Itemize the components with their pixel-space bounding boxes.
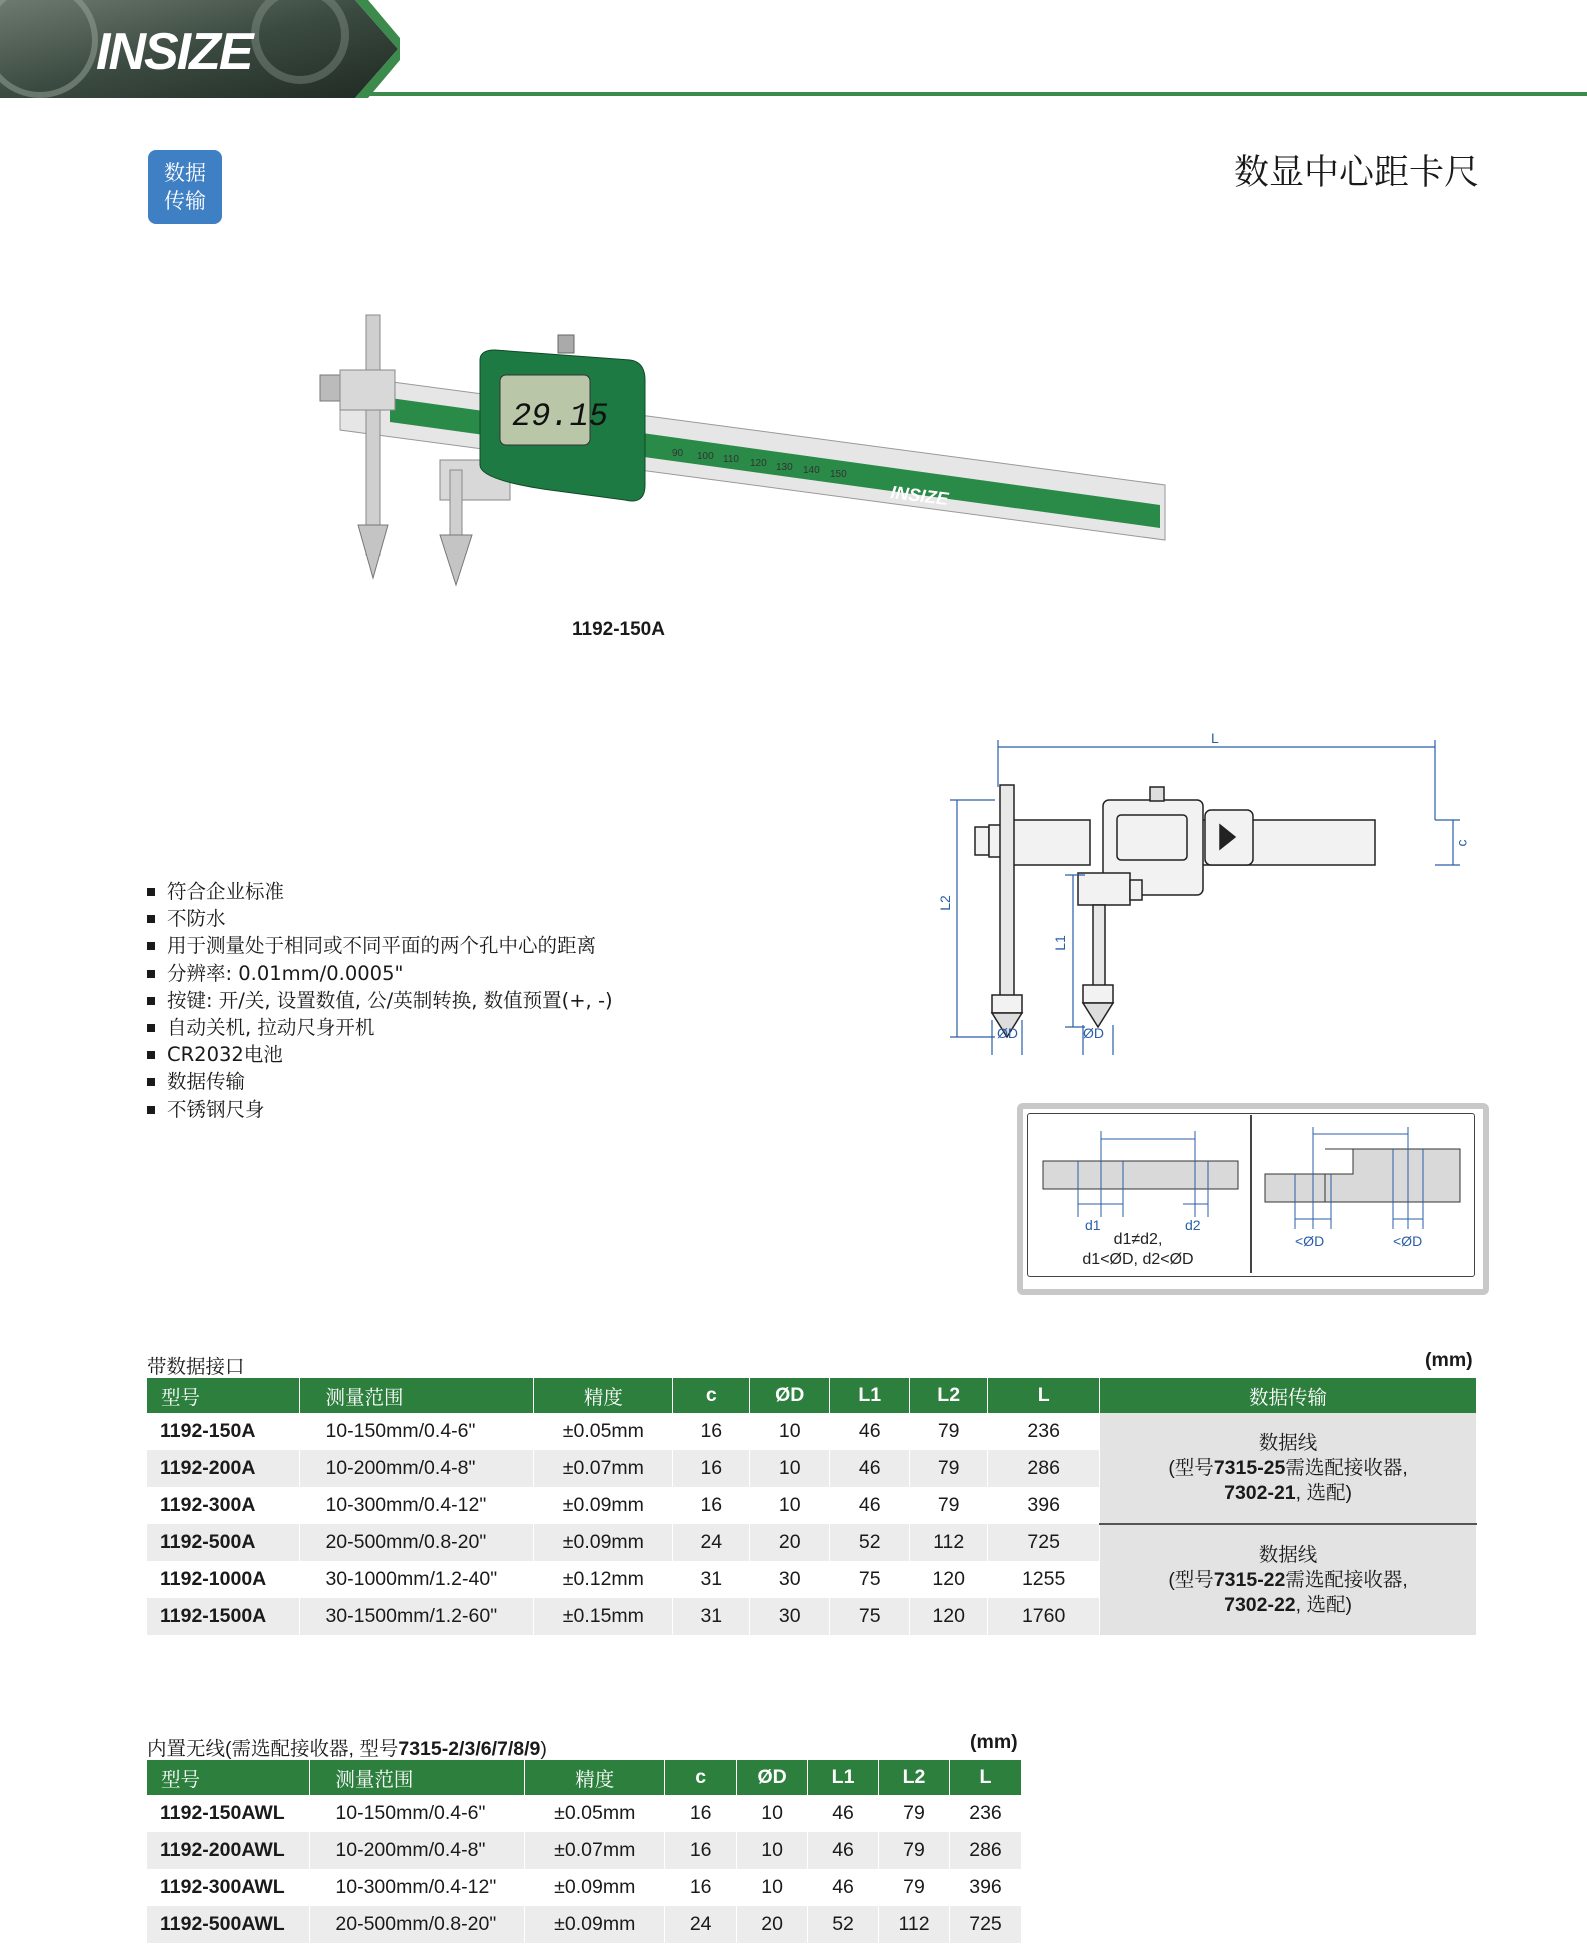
dim-L-label: L [1211,730,1219,746]
col-header: 测量范围 [310,1760,525,1795]
cell-c: 16 [673,1450,750,1487]
cell-range: 10-300mm/0.4-12" [310,1869,525,1906]
cell-d: 30 [750,1561,830,1598]
cell-c: 16 [665,1832,737,1869]
svg-text:90: 90 [672,448,684,459]
table-row [147,1832,1022,1869]
cell-d: 30 [750,1598,830,1635]
cell-c: 16 [665,1869,737,1906]
cell-l: 725 [949,1906,1021,1943]
dt-line: 数据线 [1258,1543,1318,1566]
cell-range: 10-200mm/0.4-8" [310,1832,525,1869]
col-header: L2 [910,1378,988,1413]
cell-l2: 112 [910,1524,988,1561]
cell-accuracy: ±0.07mm [534,1450,673,1487]
col-header: c [665,1760,737,1795]
cell-d: 10 [750,1450,830,1487]
cell-l2: 120 [910,1561,988,1598]
page-header [0,0,1587,100]
cell-l1: 52 [808,1906,879,1943]
cell-l2: 79 [879,1832,950,1869]
cell-accuracy: ±0.12mm [534,1561,673,1598]
col-header: 数据传输 [1100,1378,1477,1413]
cell-range: 30-1500mm/1.2-60" [300,1598,534,1635]
cell-l1: 46 [830,1487,910,1524]
note-line-1: d1≠d2, [1113,1231,1163,1248]
feature-item: 不锈钢尺身 [145,1096,613,1123]
svg-text:100: 100 [697,451,714,462]
table2-unit: (mm) [970,1731,1018,1753]
note-line-2: d1<ØD, d2<ØD [1082,1251,1194,1268]
table2-title: 内置无线(需选配接收器, 型号7315-2/3/6/7/8/9) [147,1738,547,1760]
dim-L2-label: L2 [936,895,953,911]
table-row [147,1869,1022,1906]
cell-model: 1192-200AWL [147,1832,310,1869]
brand-logo: INSIZE [96,23,252,81]
cell-c: 24 [673,1524,750,1561]
cell-model: 1192-300AWL [147,1869,310,1906]
cell-model: 1192-300A [147,1487,300,1524]
dim-L1-label: L1 [1051,935,1068,951]
cell-data-transfer [1100,1413,1477,1524]
cell-accuracy: ±0.09mm [534,1524,673,1561]
hole-condition-box [1017,1103,1489,1295]
dt-line: (型号7315-22需选配接收器, [1168,1568,1408,1591]
cell-model: 1192-200A [147,1450,300,1487]
dim-d-label: ØD [1083,1025,1104,1041]
cell-l: 1760 [988,1598,1100,1635]
cell-d: 20 [737,1906,808,1943]
cell-model: 1192-150A [147,1413,300,1450]
table-row [147,1906,1022,1943]
col-header: 测量范围 [300,1378,534,1413]
d1-label: d1 [1085,1217,1101,1233]
cell-range: 20-500mm/0.8-20" [300,1524,534,1561]
feature-item: 不防水 [145,905,613,932]
cell-l1: 46 [808,1869,879,1906]
cell-d: 10 [737,1832,808,1869]
cell-l: 236 [949,1795,1021,1832]
col-header: L1 [830,1378,910,1413]
cell-model: 1192-1000A [147,1561,300,1598]
table1-unit: (mm) [1425,1349,1473,1371]
cell-accuracy: ±0.05mm [534,1413,673,1450]
cell-range: 10-200mm/0.4-8" [300,1450,534,1487]
cell-accuracy: ±0.09mm [525,1869,665,1906]
dim-d-label: ØD [997,1025,1018,1041]
table-row [147,1524,1477,1561]
feature-item: 数据传输 [145,1068,613,1095]
badge-line-2: 传输 [164,189,206,213]
cell-l1: 52 [830,1524,910,1561]
cell-l: 236 [988,1413,1100,1450]
cell-l: 1255 [988,1561,1100,1598]
cell-l1: 75 [830,1598,910,1635]
cell-model: 1192-1500A [147,1598,300,1635]
feature-item: 按键: 开/关, 设置数值, 公/英制转换, 数值预置(+, -) [145,987,613,1014]
cell-accuracy: ±0.09mm [534,1487,673,1524]
feature-item: 分辨率: 0.01mm/0.0005" [145,960,613,987]
feature-list [145,878,613,1123]
d2-label: d2 [1185,1217,1201,1233]
cell-d: 10 [737,1795,808,1832]
cell-l2: 79 [910,1450,988,1487]
cell-l1: 46 [830,1413,910,1450]
cell-accuracy: ±0.15mm [534,1598,673,1635]
table-row [147,1413,1477,1450]
cell-range: 20-500mm/0.8-20" [310,1906,525,1943]
cell-l2: 79 [879,1795,950,1832]
lcd-reading: 29.15 [512,398,609,435]
cell-l1: 46 [808,1795,879,1832]
dt-line: 7302-22, 选配) [1224,1593,1353,1616]
col-header: c [673,1378,750,1413]
dt-line: (型号7315-25需选配接收器, [1168,1456,1408,1479]
col-header: ØD [750,1378,830,1413]
col-header: 精度 [525,1760,665,1795]
product-image [300,300,1170,600]
cell-d: 10 [737,1869,808,1906]
cell-d: 10 [750,1487,830,1524]
cell-accuracy: ±0.07mm [525,1832,665,1869]
feature-item: 自动关机, 拉动尺身开机 [145,1014,613,1041]
cell-l: 396 [988,1487,1100,1524]
cell-l1: 75 [830,1561,910,1598]
table-header-row [147,1760,1022,1795]
cell-accuracy: ±0.05mm [525,1795,665,1832]
col-header: ØD [737,1760,808,1795]
col-header: L [949,1760,1021,1795]
data-transfer-badge [148,150,222,224]
col-header: L2 [879,1760,950,1795]
col-header: L1 [808,1760,879,1795]
cell-c: 24 [665,1906,737,1943]
cell-l2: 79 [879,1869,950,1906]
col-header: 精度 [534,1378,673,1413]
svg-text:110: 110 [723,454,739,465]
badge-line-1: 数据 [164,161,206,185]
cell-range: 30-1000mm/1.2-40" [300,1561,534,1598]
page-title: 数显中心距卡尺 [1233,153,1479,193]
cell-d: 10 [750,1413,830,1450]
cell-l: 286 [988,1450,1100,1487]
col-header: 型号 [147,1760,310,1795]
svg-text:140: 140 [803,465,820,476]
cell-range: 10-150mm/0.4-6" [300,1413,534,1450]
cell-c: 31 [673,1561,750,1598]
cell-l: 725 [988,1524,1100,1561]
cell-range: 10-150mm/0.4-6" [310,1795,525,1832]
cell-c: 16 [665,1795,737,1832]
lt-d-label: <ØD [1393,1233,1423,1249]
cell-l1: 46 [808,1832,879,1869]
svg-text:120: 120 [750,458,767,469]
spec-table-wireless [147,1760,1022,1943]
cell-l2: 120 [910,1598,988,1635]
cell-l1: 46 [830,1450,910,1487]
dim-c-label: c [1453,839,1470,847]
header-rule [360,92,1587,96]
col-header: 型号 [147,1378,300,1413]
cell-l: 396 [949,1869,1021,1906]
cell-l2: 79 [910,1487,988,1524]
svg-text:130: 130 [776,462,793,473]
beam-logo: INSIZE [889,482,950,510]
table-row [147,1795,1022,1832]
cell-range: 10-300mm/0.4-12" [300,1487,534,1524]
cell-model: 1192-500AWL [147,1906,310,1943]
cell-d: 20 [750,1524,830,1561]
spec-table-data-interface [147,1378,1477,1635]
cell-c: 31 [673,1598,750,1635]
lt-d-label: <ØD [1295,1233,1325,1249]
svg-text:150: 150 [830,469,847,480]
cell-data-transfer [1100,1524,1477,1635]
cell-l: 286 [949,1832,1021,1869]
feature-item: 用于测量处于相同或不同平面的两个孔中心的距离 [145,932,613,959]
cell-c: 16 [673,1413,750,1450]
feature-item: CR2032电池 [145,1041,613,1068]
product-caption: 1192-150A [572,619,665,640]
table-header-row [147,1378,1477,1413]
cell-accuracy: ±0.09mm [525,1906,665,1943]
feature-item: 符合企业标准 [145,878,613,905]
dimension-drawing [935,725,1490,1060]
table1-title: 带数据接口 [147,1356,245,1378]
cell-model: 1192-500A [147,1524,300,1561]
cell-c: 16 [673,1487,750,1524]
col-header: L [988,1378,1100,1413]
cell-l2: 79 [910,1413,988,1450]
dt-line: 数据线 [1258,1431,1318,1454]
cell-model: 1192-150AWL [147,1795,310,1832]
cell-l2: 112 [879,1906,950,1943]
dt-line: 7302-21, 选配) [1224,1481,1353,1504]
